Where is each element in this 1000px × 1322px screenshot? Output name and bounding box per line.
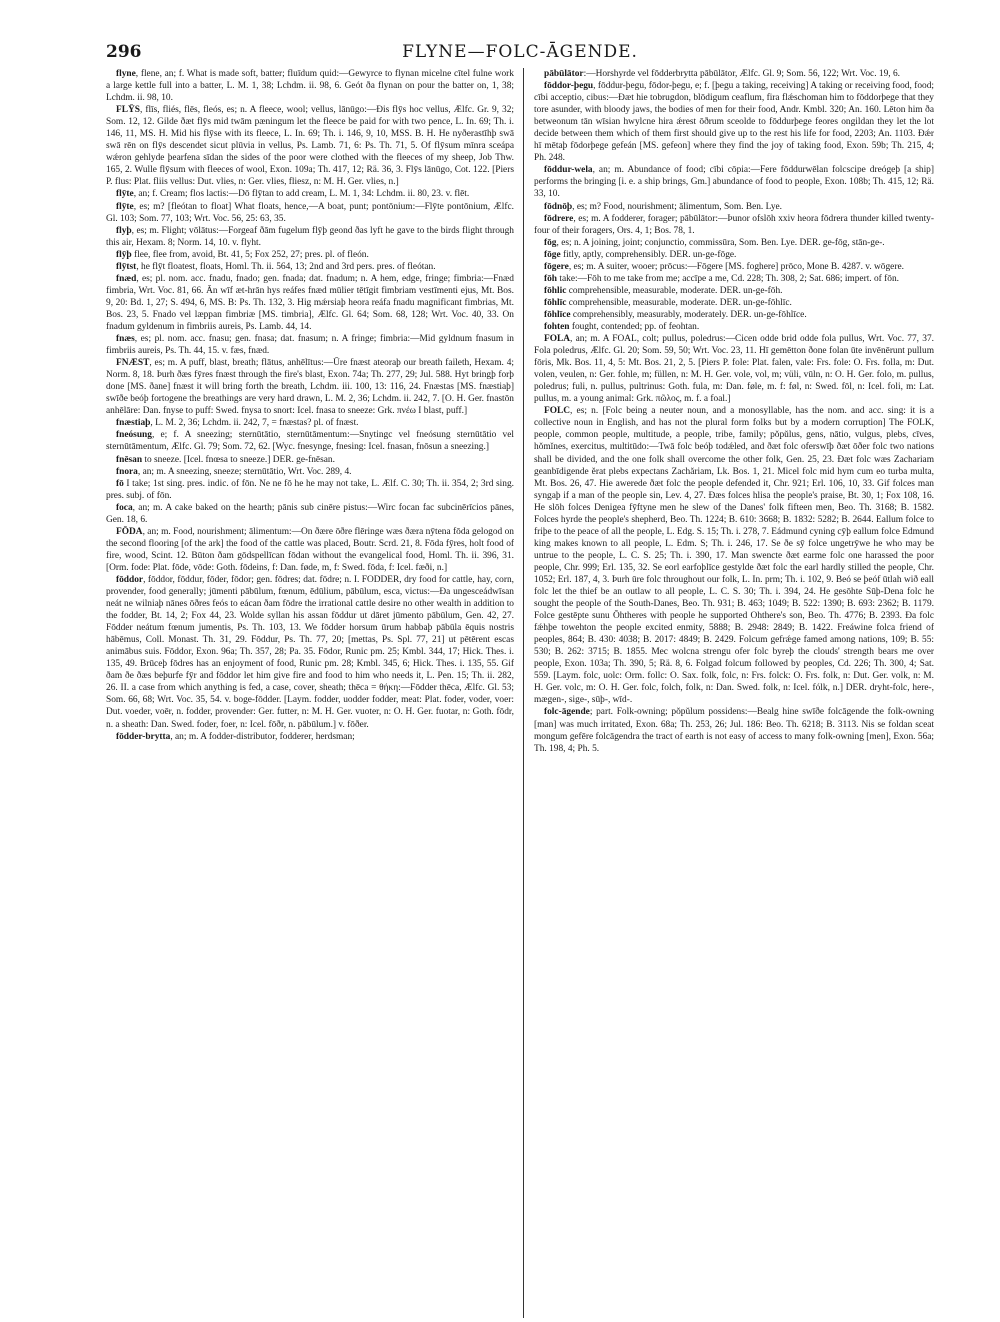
dictionary-entry: flȳte, an; f. Cream; flos lactis:—Dō flȳtan to add cream, L. M. 1, 34: Lchdm. ii. 80, 23. v. flēt. (116, 189, 470, 200)
headword: fohten (544, 321, 570, 332)
headword: flyne (116, 69, 136, 79)
headword: fnēsan (116, 454, 143, 465)
headword: fōge (544, 249, 561, 260)
headword: fōhlīce (544, 309, 571, 320)
headword: fnæstiaþ (116, 418, 151, 429)
dictionary-entry: fnæs, es; pl. nom. acc. fnasu; gen. fnasa; dat. fnasum; n. A fringe; fimbria:—Mid gyldnum fnasum in fimbriis aureis, Ps. Th. 44, 15. v. fæs, fnæd. (106, 334, 514, 357)
dictionary-entry: FŌDA, an; m. Food, nourishment; ālimentum:—On ðære ōðre flēringe wæs ðæra nȳtena fōda gelogod on the second flooring [of the ark] the food of the cattle was placed, Boutr. Scrd. 21, 8. Fōda fȳres, holt food of fire, wood, Scint. 12. Būton ðam gōdspellīcan fōdan without the evangelical food, Homl. Th. ii. 396, 31. [Orm. fode: Plat. fōde, vōde: Goth. fōdeins, f: Dan. føde, m, f: Swed. fōda, f: Icel. fæði, n.] (106, 526, 514, 573)
headword: fōhlic (544, 285, 567, 296)
headword: fōh (544, 273, 558, 284)
dictionary-entry: fōh take:—Fōh to me take from me; accīpe a me, Cd. 228; Th. 308, 2; Sat. 686; impert. of fōn. (544, 273, 899, 284)
headword: fōdrere (544, 213, 574, 224)
headword: FŌDA (116, 526, 143, 537)
dictionary-entry: fnēsan to sneeze. [Icel. fnœsa to sneeze.] DER. ge-fnēsan. (116, 454, 335, 465)
headword: flȳte (116, 201, 134, 212)
running-head: FLYNE—FOLC-ĀGENDE. (402, 42, 638, 62)
headword: FNÆST (116, 358, 150, 369)
dictionary-entry: flȳte, es; m? [fleótan to float] What floats, hence,—A boat, punt; pontōnium:—Flȳte pontōnium, Ælfc. Gl. 103; Som. 77, 103; Wrt. Voc. 56, 25: 63, 35. (106, 201, 514, 224)
dictionary-entry: fōhlic comprehensible, measurable, moderate. DER. un-ge-fōh. (544, 285, 783, 296)
dictionary-entry: fneósung, e; f. A sneezing; sternūtātio, sternūtāmentum:—Snytingc vel fneósung sternūtātio vel sternūtāmentum, Ælfc. Gl. 79; Som. 72, 62. [Wyc. fnesynge, fnesing: Icel. fnasan, fnōsun a sneezing.] (106, 430, 514, 453)
dictionary-entry: fōhlīce comprehensibly, measurably, moderately. DER. un-ge-fōhlīce. (544, 309, 807, 320)
headword: fnæs (116, 334, 135, 345)
dictionary-entry: FOLA, an; m. A FOAL, colt; pullus, poledrus:—Cicen odde brid odde fola pullus, Wrt. Voc. 77, 37. Fola poledrus, Ælfc. Gl. 20; Som. 59, 50; Wrt. Voc. 23, 11. Hī gemētton ðone folan ūte invēnērunt pullum fōris, Mk. Bos. 11, 4, 5: Mt. Bos. 21, 2, 5. [Piers P. fole: Plat. falen, vale: Frs. fole: O. Frs. folla, m: Dut. volen, veulen, n: Ger. fohle, m; füllen, n: M. H. Ger. vole, vol, m; vüli, vūln, n: O. H. Ger. folo, m. pullus, poledrus; fuli, n. pullus, pultrinus: Goth. fula, m: Dan. føle, m. f: føl, n: Swed. fōl, n: Icel. foli, m: Lat. pullus, m. a young animal: Grk. πῶλος, m. f. a foal.] (534, 334, 934, 405)
headword: flȳþ (116, 249, 132, 260)
dictionary-entry: fōhlīc comprehensible, measurable, moderate. DER. un-ge-fōhlīc. (544, 297, 792, 308)
headword: flȳte (116, 189, 134, 200)
dictionary-entry: FOLC, es; n. [Folc being a neuter noun, and a monosyllable, has the nom. and acc. sing: it is a collective noun in English, and has not the plural form folks but by a modern corruption] The FOLK, people, common people, multitude, a people, tribe, family; pŏpŭlus, gens, nātio, vulgus, plebs, cīves, hŏmĭnes, exercitus, multitūdo:—Twā folc beóþ todǽled, and ðæt folc oferswīþ ðæt ōðer folc two nations shall be divided, and the one folk shall overcome the other folk, Gen. 25, 23. Ðæt folc wæs Zachariam geanbīdigende ĕrat plebs expectans Zachăriam, Lk. Bos. 1, 21. Micel folc mid hym cum eo turba multa, Mt. Bos. 26, 47. Hie awerede ðæt folc the people defended it, Chr. 921; Erl. 106, 10, 33. Gif folces man syngaþ if a man of the people sin, Lev. 4, 27. Ðæs folces hlisa the people's praise, Bt. 30, 1; Fox 108, 16. He slōh folces Denigea fȳftyne men he slew of the Danes' folk fifteen men, Beo. Th. 3168; B. 1582. Folces hyrde the people's shepherd, Beo. Th. 1224; B. 610: 3668; B. 1832: 5282; B. 2644. Eallum folce to friþe to the peace of all the people, L. Edg. S. 15; Th. i. 278, 7. Eádmund cyning cȳþ eallum folce Edmund king makes known to all people, L. Edm. S; Th. i. 246, 17. Se ðe sȳ folce ungetrȳwe he who may be untrue to the people, L. C. S. 25; Th. i. 390, 17. Man swencte ðæt earme folc one harassed the poor people, Chr. 999; Erl. 135, 32. Se eorl earfoþlīce gestylde ðæt folc the earl hardly stilled the people, Chr. 1052; Erl. 187, 4, 3. Þurh ūre folc throughout our folk, L. In. prm; Th. i. 102, 9. Beó se þeóf ūtlah wið eall folc let the thief be an outlaw to all people, L. C. S. 30; Th. i. 394, 24. He gesōhte Sūþ-Dena folc he sought the people of the South-Danes, Beo. Th. 931; B. 463; 1049; B. 522: 1390; B. 693: 2362; B. 1179. Folce gestēpte sunu Ōhtheres with people he supported Ohthere's son, Beo. Th. 4776; B. 2393. Ða folc fǽhþe towehton the people excited enmity, 5888; B. 2948: 2849; B. 1422. Freáwine folca friend of peoples, 864; B. 430: 4038; B. 2017: 4849; B. 2429. Folcum gefrǽge famed among nations, 109; B. 55: 530; B. 262: 3715; B. 1855. Mec wolcna strengu ofer folc byreþ the clouds' strength bears me over people, Exon. 103a; Th. 390, 5; Rä. 8, 6. Folgad folcum followed by peoples, Cd. 226; Th. 300, 4; Sat. 559. [Laym. folc, uolc: Orm. follc: O. Sax. folk, folc, n: Frs. folck: O. Frs. folk, n: Dut. Ger. volk, n: M. H. Ger. volc, m: O. H. Ger. folc, folch, folk, n: Dan. Swed. folk, n: Icel. fólk, n.] DER. dryht-folc, here-, mægen-, sige-, sūþ-, wīd-. (534, 406, 934, 706)
dictionary-entry: fō I take; 1st sing. pres. indic. of fōn. Ne ne fō he he may not take, L. Ælf. C. 30; Th. ii. 354, 2; 3rd sing. pres. subj. of fōn. (106, 478, 514, 501)
headword: fnora (116, 466, 138, 477)
dictionary-entry: fōddor-þegu, fōddur-þegu, fōdor-þegu, e; f. [þegu a taking, receiving] A taking or receiving food, food; cībi acceptio, cibus:—Ðæt hie tobrugdon, blōdigum ceaflum, fira flǽschoman him to fōddorþege that they tore asunder, with bloody jaws, the bodies of men for their food, Andr. Kmbl. 320; An. 160. Lēton him ða betweonum tān wīsian hwylcne hira ǽrest ōðrum sceolde to fōddurþege feores ongildan they let the lot decide between them which of them first should give up to the rest his life for food, 2203; An. 1103. Ðǽr hī mētaþ fōdorþege gefeán [MS. gefeon] where they find the joy of taking food, Exon. 59b; Th. 215, 4; Ph. 248. (534, 81, 934, 164)
headword: fōddor-þegu (544, 81, 594, 92)
dictionary-entry: fōddor, fōddor, fōddur, fōder, fōdor; gen. fōdres; dat. fōdre; n. I. FODDER, dry food for cattle, hay, corn, provender, food generally; jūmenti pābūlum, fœnum, ēdūlium, pābūlum, esca, victus:—Ða ungesceádwīsan neát ne wilniaþ nānes ōðres feós to eácan ðam fōdre the irrational cattle desire no other wealth in addition to the fodder, Bt. 14, 2; Fox 44, 23. Wolde syllan his assan fōddur ut dāret jūmento pābūlum, Gen. 42, 27. Fōdder neátum fœnum jumentis, Ps. Th. 103, 13. We fōdder horsum ūrum habbaþ pābūla ēquis nostris hābēmus, Coll. Monast. Th. 31, 29. Fōddur, Ps. Th. 77, 20; [mettas, Ps. Spl. 77, 21] ut pētērent escas animābus suis. Fōddor, Exon. 96a; Th. 357, 28; Pa. 35. Fōdor, Runic pm. 25; Kmbl. 344, 17; Hick. Thes. i. 135, 49. Brūceþ fōdres has an enjoyment of food, Runic pm. 28; Kmbl. 345, 6; Hick. Thes. i. 135, 55. Gif ðam ðe ðæs beþurfe fȳr and fōddor let him give fire and food to him who needs it, L. Pen. 15; Th. ii. 282, 26. II. a case from which anything is fed, a case, cover, sheath; thēca = θήκη:—Fōdder thēca, Ælfc. Gl. 53; Som. 66, 68; Wrt. Voc. 35, 54. v. boge-fōdder. [Laym. fodder, uodder fodder, meat: Plat. foder, voder, voer: Dut. voeder, voēr, n. fodder, provender: Ger. futter, n: M. H. Ger. vuoter, n: O. H. Ger. fuotar, n: Goth. fōdr, n. a sheath: Dan. Swed. foder, foer, n: Icel. fōðr, n. pābūlum.] v. fōðer. (106, 574, 514, 730)
headword: foca (116, 502, 133, 513)
dictionary-entry: fnæstiaþ, L. M. 2, 36; Lchdm. ii. 242, 7, = fnæstas? pl. of fnæst. (116, 418, 359, 429)
dictionary-entry: FNÆST, es; m. A puff, blast, breath; flātus, anhēlītus:—Ūre fnæst ateoraþ our breath faileth, Hexam. 4; Norm. 8, 18. Þurh ðæs fȳres fnæst through the fire's blast, Exon. 74a; Th. 277, 29; Jul. 588. Hyt bringþ forþ done [MS. ðane] fnæst it will bring forth the breath, Lchdm. iii. 100, 13: 116, 24. Fnæstas [MS. fnæstiaþ] swīðe beóþ fortogene the breathings are very hard drawn, L. M. 2, 36; Lchdm. ii. 242, 7. [O. H. Ger. fnastōn anhēlāre: Dan. fnyse to puff: Swed. fnysa to snort: Icel. fnasa to sneeze: Grk. πνέω I blast, puff.] (106, 358, 514, 417)
left-column (106, 68, 514, 1298)
dictionary-entry: fnæd, es; pl. nom. acc. fnadu, fnado; gen. fnada; dat. fnadum; n. A hem, edge, fringe; fimbria:—Fnæd fimbria, Wrt. Voc. 81, 66. Ān wīf æt-hrān hys reáfes fnæd mūlier tētīgit fimbriam vestīmenti ejus, Mt. Bos. 9, 20: Bd. 1, 27; S. 494, 6, MS. B: Ps. Th. 132, 3. Hig mǽrsiaþ heora reáfa fnadu magnificant fimbrias, Mt. Bos. 23, 5. Fnado vel læppan fimbriæ [MS. timbria], Ælfc. Gl. 64; Som. 68, 128; Wrt. Voc. 40, 33. On fnadum gyldenum in fimbriis aureis, Ps. Lamb. 44, 14. (106, 273, 514, 332)
headword: fōg (544, 237, 557, 248)
dictionary-entry: pābūlātor:—Horshyrde vel fōdderbrytta pābūlātor, Ælfc. Gl. 9; Som. 56, 122; Wrt. Voc. 19, 6. (544, 69, 900, 79)
headword: FLȲS (116, 105, 140, 116)
headword: fōdder-brytta (116, 731, 171, 742)
headword: fō (116, 478, 124, 489)
headword: fneósung (116, 430, 152, 441)
right-column (534, 68, 934, 1298)
headword: fōgere (544, 261, 569, 272)
dictionary-entry: foca, an; m. A cake baked on the hearth; pānis sub cinēre pistus:—Wirc focan fac subcinērīcios pānes, Gen. 18, 6. (106, 502, 514, 525)
headword: fōhlīc (544, 297, 567, 308)
dictionary-entry: fōg, es; n. A joining, joint; conjunctio, commissūra, Som. Ben. Lye. DER. ge-fōg, stān-ge-. (544, 237, 885, 248)
dictionary-entry: FLȲS, flīs, fliés, flēs, fleós, es; n. A fleece, wool; vellus, lānūgo:—Ðis flȳs hoc vellus, Ælfc. Gr. 9, 32; Som. 12, 12. Gilde ðæt flȳs mid twām pæningum let the fleece be paid for with two pence, L. In. 69; Th. i. 146, 11, MS. H. Mid his flȳse with its fleece, L. In. 69; Th. i. 146, 9, 10, MSS. B. H. He nyðerastīhþ swā swā rēn on flȳs descendet sicut plūvia in vellus, Ps. Lamb. 71, 6: Ps. Th. 71, 5. Of flȳsum mīnra sceápa wǽron gehlyde þearfena sīdan the sides of the poor were clothed with the fleeces of my sheep, Job Thw. 165, 2. Wulle flȳsum with fleeces of wool, Exon. 109a; Th. 417, 12; Rä. 36, 3. Flȳs lānūgo, Cot. 122. [Piers P. flus: Plat. fliis vellus: Dut. vlies, n: Ger. vlies, fliesz, n: M. H. Ger. vlies, n.] (106, 105, 514, 188)
dictionary-entry: fōge fitly, aptly, comprehensibly. DER. un-ge-fōge. (544, 249, 737, 260)
headword: fōddor (116, 574, 144, 585)
headword: folc-āgende (544, 707, 590, 718)
dictionary-entry: fōddur-wela, an; m. Abundance of food; cībi cōpia:—Fere fōddurwēlan folcscipe dreógeþ [a ship] performs the bringing [i. e. a ship brings, Gm.] abundance of food to people, Exon. 108b; Th. 415, 12; Rä. 33, 10. (534, 165, 934, 200)
dictionary-entry: fnora, an; m. A sneezing, sneeze; sternūtātio, Wrt. Voc. 289, 4. (116, 466, 352, 477)
page-number: 296 (106, 42, 142, 62)
dictionary-entry: fōdder-brytta, an; m. A fodder-distributor, fodderer, herdsman; (116, 731, 355, 742)
dictionary-entry: fōdnōþ, es; m? Food, nourishment; ālimentum, Som. Ben. Lye. (544, 201, 783, 212)
dictionary-entry: flȳþ flee, flee from, avoid, Bt. 41, 5; Fox 252, 27; pres. pl. of fleón. (116, 249, 369, 260)
dictionary-entry: fohten fought, contended; pp. of feohtan. (544, 321, 700, 332)
dictionary-entry: flȳtst, he flȳt floatest, floats, Homl. Th. ii. 564, 13; 2nd and 3rd pers. pres. of fleótan. (116, 261, 436, 272)
headword: FOLA (544, 334, 571, 345)
dictionary-entry: flyne, flene, an; f. What is made soft, batter; fluīdum quid:—Gewyrce to flynan micelne cītel fulne work a large kettle full into a batter, L. M. 1, 38; Lchdm. ii. 98, 6. Geót ða flynan on pour the batter on, 1, 38; Lchdm. ii. 98, 10. (106, 69, 514, 104)
headword: flyþ (116, 225, 132, 236)
headword: fnæd (116, 273, 137, 284)
dictionary-entry: flyþ, es; m. Flight; vōlātus:—Forgeaf ðām fugelum flȳþ geond ðas lyft he gave to the birds flight through this air, Hexam. 8; Norm. 14, 10. v. flyht. (106, 225, 514, 248)
dictionary-entry: fōdrere, es; m. A fodderer, forager; pābūlātor:—Þunor ofslōh xxiv heora fōdrera thunder killed twenty-four of their foragers, Ors. 4, 1; Bos. 78, 1. (534, 213, 934, 236)
headword: FOLC (544, 406, 571, 417)
dictionary-entry: folc-āgende; part. Folk-owning; pŏpŭlum possidens:—Bealg hine swīðe folcāgende the folk-owning [man] was much irritated, Exon. 68a; Th. 253, 26; Jul. 186: Beo. Th. 6218; B. 3113. Nis se foldan sceat mongum gefēre folcāgendra the tract of earth is not easy of access to many folk-owning [men], Exon. 56a; Th. 198, 4; Ph. 5. (534, 707, 934, 754)
headword: pābūlātor (544, 69, 584, 79)
page-header (106, 42, 934, 66)
headword: flȳtst (116, 261, 137, 272)
dictionary-entry: fōgere, es; m. A suiter, wooer; prōcus:—Fōgere [MS. foghere] prōco, Mone B. 4287. v. wōgere. (544, 261, 904, 272)
column-divider (523, 68, 524, 1318)
headword: fōddur-wela (544, 165, 593, 176)
headword: fōdnōþ (544, 201, 573, 212)
